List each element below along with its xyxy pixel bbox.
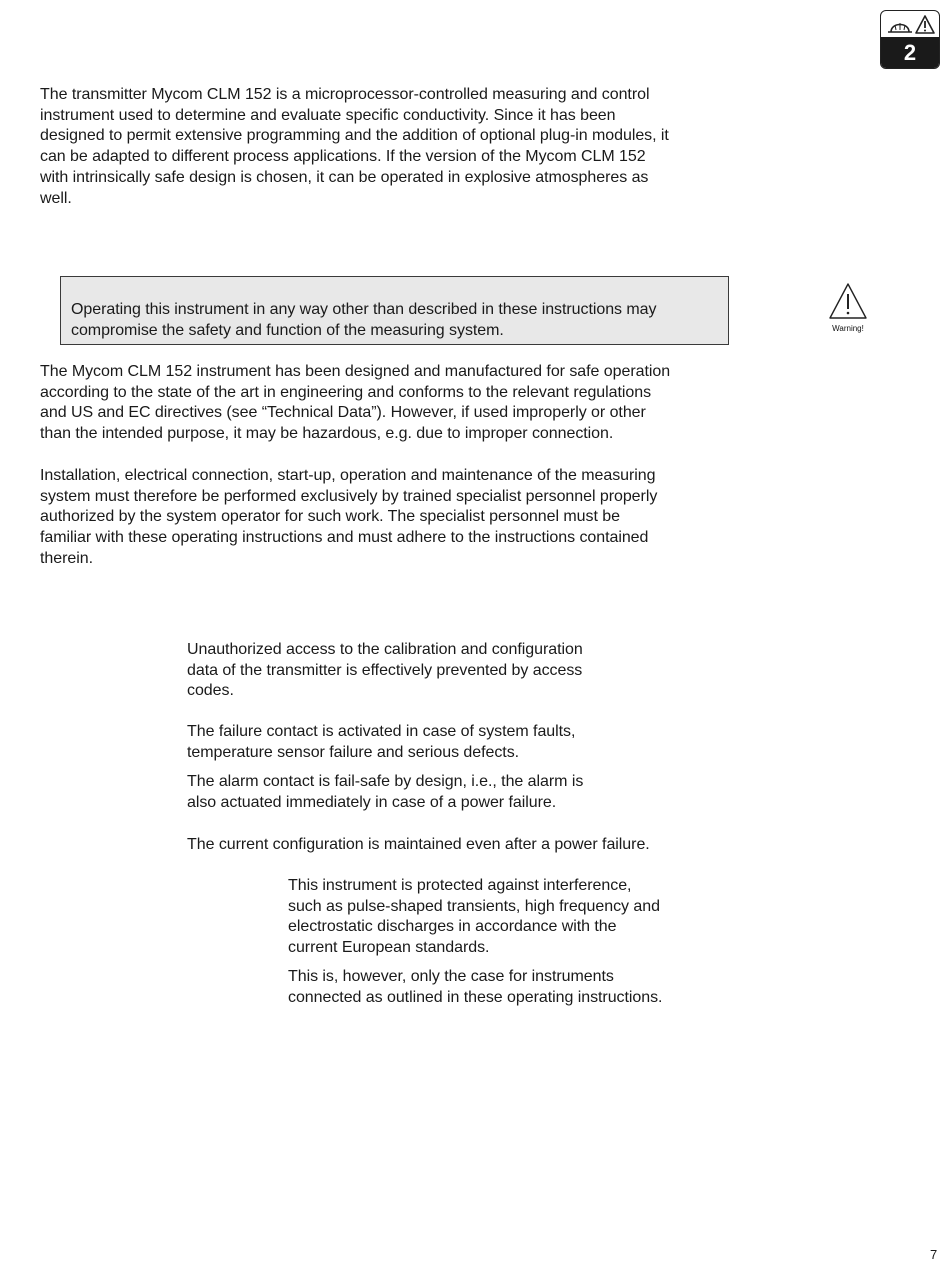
interference-note-paragraph bbox=[288, 967, 662, 1008]
text-line: well. bbox=[40, 189, 72, 207]
section-tab-icons bbox=[881, 11, 938, 38]
text-line: codes. bbox=[187, 682, 234, 700]
text-line: Operating this instrument in any way other than described in these instructions may bbox=[71, 301, 657, 318]
installation-paragraph bbox=[40, 466, 657, 570]
section-tab bbox=[880, 10, 940, 69]
section-number: 2 bbox=[881, 37, 939, 68]
access-codes-paragraph bbox=[187, 640, 583, 702]
text-line: The Mycom CLM 152 instrument has been designed and manufactured for safe operation bbox=[40, 363, 671, 380]
text-line: The failure contact is activated in case of system faults, bbox=[187, 723, 576, 740]
interference-protection-paragraph bbox=[288, 876, 660, 959]
text-line: authorized by the system operator for such work. The specialist personnel must be bbox=[40, 508, 620, 526]
text-line: temperature sensor failure and serious defects. bbox=[187, 743, 520, 761]
text-line: than the intended purpose, it may be hazardous, e.g. due to improper connection. bbox=[40, 425, 614, 443]
text-line: current European standards. bbox=[288, 939, 490, 957]
text-line: compromise the safety and function of the measuring system. bbox=[71, 321, 504, 339]
intro-paragraph bbox=[40, 85, 740, 209]
text-line: instrument used to determine and evaluate specific conductivity. Since it has been bbox=[40, 106, 616, 124]
warning-box bbox=[60, 276, 729, 345]
regulations-paragraph bbox=[40, 362, 670, 445]
text-line: This instrument is protected against interference, bbox=[288, 877, 632, 894]
text-line: can be adapted to different process applications. If the version of the Mycom CLM 152 bbox=[40, 148, 646, 166]
text-line: Installation, electrical connection, start-up, operation and maintenance of the measuring bbox=[40, 467, 656, 484]
text-line: This is, however, only the case for instruments bbox=[288, 968, 614, 985]
text-line: such as pulse-shaped transients, high frequency and bbox=[288, 897, 660, 915]
text-line: electrostatic discharges in accordance with the bbox=[288, 918, 617, 936]
warning-triangle-icon bbox=[916, 16, 934, 33]
warning-icon-label: Warning! bbox=[832, 324, 864, 333]
text-line: connected as outlined in these operating instructions. bbox=[288, 988, 663, 1006]
page-number: 7 bbox=[930, 1247, 938, 1262]
text-line: Unauthorized access to the calibration and configuration bbox=[187, 641, 583, 658]
warning-text bbox=[71, 300, 656, 341]
text-line: data of the transmitter is effectively prevented by access bbox=[187, 661, 583, 679]
failure-contact-paragraph bbox=[187, 722, 575, 763]
alarm-contact-paragraph bbox=[187, 772, 583, 813]
text-line: The transmitter Mycom CLM 152 is a microprocessor-controlled measuring and control bbox=[40, 86, 650, 103]
hard-hat-icon bbox=[888, 23, 912, 32]
text-line: The current configuration is maintained even after a power failure. bbox=[187, 836, 650, 853]
text-line: according to the state of the art in engineering and conforms to the relevant regulations bbox=[40, 383, 652, 401]
text-line: familiar with these operating instructions and must adhere to the instructions contained bbox=[40, 529, 649, 547]
configuration-paragraph bbox=[187, 835, 650, 856]
text-line: The alarm contact is fail-safe by design, i.e., the alarm is bbox=[187, 773, 584, 790]
text-line: designed to permit extensive programming and the addition of optional plug-in modules, it bbox=[40, 127, 669, 145]
text-line: system must therefore be performed exclusively by trained specialist personnel properly bbox=[40, 487, 658, 505]
text-line: and US and EC directives (see “Technical Data”). However, if used improperly or other bbox=[40, 404, 646, 422]
text-line: also actuated immediately in case of a power failure. bbox=[187, 793, 557, 811]
text-line: with intrinsically safe design is chosen, it can be operated in explosive atmospheres as bbox=[40, 168, 649, 186]
text-line: therein. bbox=[40, 549, 93, 567]
